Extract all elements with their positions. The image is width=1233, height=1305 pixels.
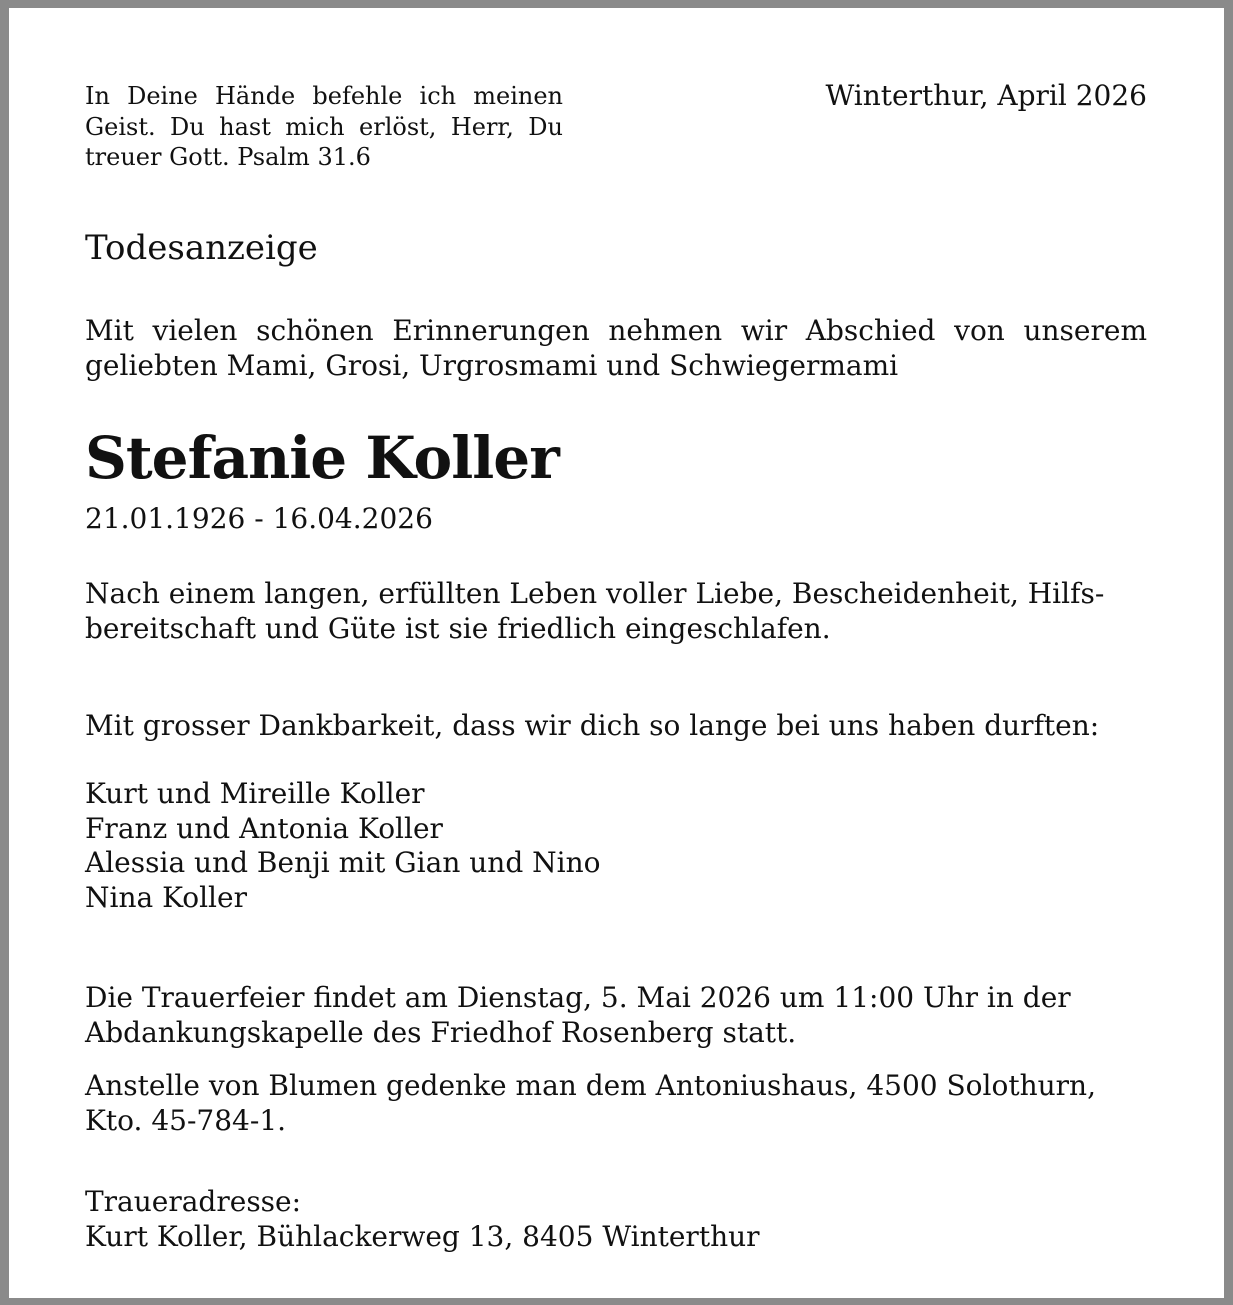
donation-text: Anstelle von Blumen gedenke man dem Antoniushaus, 4500 Solothurn, Kto. 45-784-1. (85, 1069, 1096, 1137)
list-item: Kurt und Mireille Koller (85, 777, 425, 810)
place-date: Winterthur, April 2026 (825, 79, 1147, 112)
list-item: Franz und Antonia Koller (85, 811, 443, 845)
notice-title: Todesanzeige (85, 228, 318, 268)
list-item: Nina Koller (85, 880, 247, 914)
list-item: Alessia und Benji mit Gian und Nino (85, 846, 601, 879)
mourning-address (85, 1184, 1147, 1254)
address-value: Kurt Koller, Bühlackerweg 13, 8405 Winterthur (85, 1220, 760, 1253)
service-text: Die Trauerfeier findet am Dienstag, 5. Mai 2026 um 11:00 Uhr in der Abdankungskapelle des Friedhof Rosenberg statt. (85, 981, 1071, 1049)
obituary-notice (9, 8, 1224, 1298)
address-label: Traueradresse: (85, 1185, 302, 1218)
psalm-quote: In Deine Hände befehle ich meinen Geist. Du hast mich erlöst, Herr, Du treuer Gott. Psalm 31.6 (85, 82, 563, 171)
mourners-list (85, 777, 600, 915)
thanks-text: Mit grosser Dankbarkeit, dass wir dich so lange bei uns haben durften: (85, 709, 1100, 742)
life-dates: 21.01.1926 - 16.04.2026 (85, 502, 433, 535)
life-text: Nach einem langen, erfüllten Leben voller Liebe, Bescheidenheit, Hilfsbereitschaft und Güte ist sie friedlich eingeschlafen. (85, 577, 1105, 645)
intro-text: Mit vielen schönen Erinnerungen nehmen wir Abschied von unserem geliebten Mami, Grosi, Urgrosmami und Schwiegermami (85, 314, 1147, 382)
deceased-name: Stefanie Koller (85, 424, 559, 492)
